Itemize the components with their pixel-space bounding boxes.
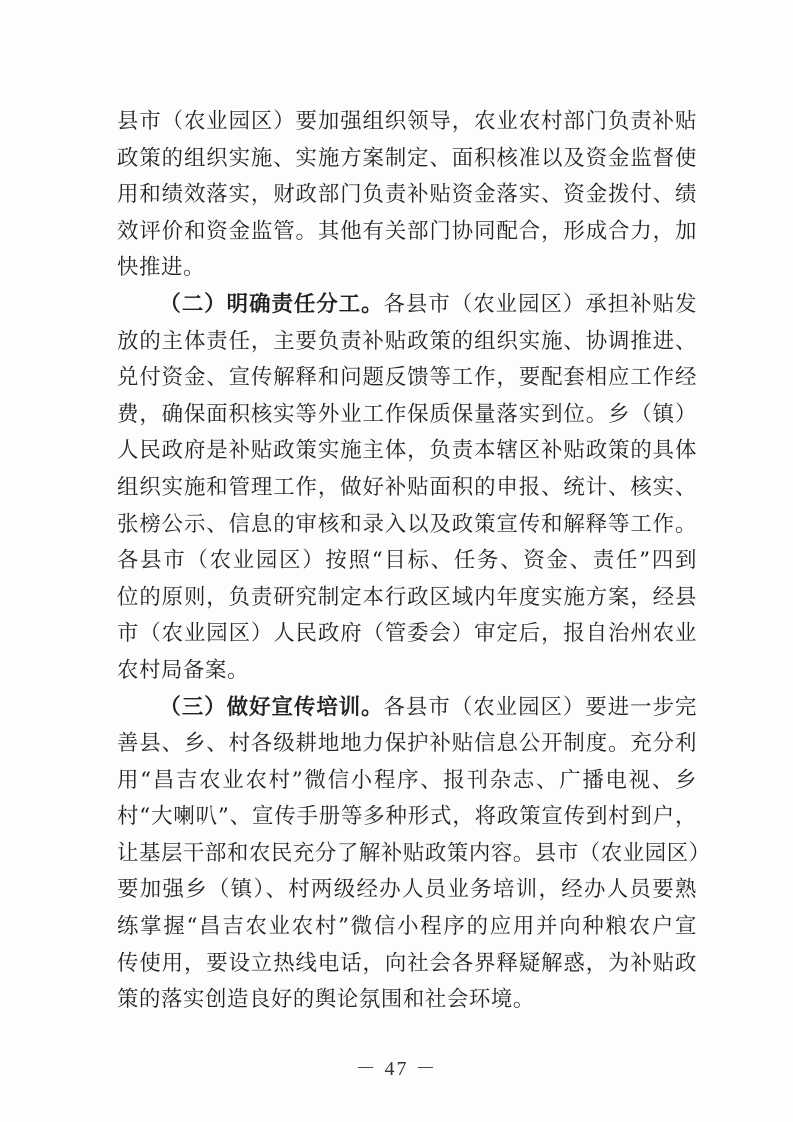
paragraph-2-first-line-rest: 各县市（农业园区）承担补贴发	[383, 291, 697, 317]
page-number: － 47 －	[355, 1058, 438, 1080]
paragraph-3-line-7: 练掌握“昌吉农业农村”微信小程序的应用并向种粮农户宣	[117, 914, 697, 940]
section-heading-2: （二）明确责任分工。	[159, 291, 384, 317]
paragraph-3-line-6: 要加强乡（镇）、村两级经办人员业务培训，经办人员要熟	[117, 877, 697, 903]
paragraph-2-first-line	[117, 287, 697, 324]
paragraph-2-line-9: 位的原则，负责研究制定本行政区域内年度实施方案，经县	[117, 584, 697, 610]
paragraph-2-line-7: 张榜公示、信息的审核和录入以及政策宣传和解释等工作。	[117, 511, 697, 537]
paragraph-2-line-8: 各县市（农业园区）按照“目标、任务、资金、责任”四到	[117, 548, 697, 574]
paragraph-2-line-11: 农村局备案。	[117, 657, 249, 683]
paragraph-2-line-6: 组织实施和管理工作，做好补贴面积的申报、统计、核实、	[117, 474, 697, 500]
paragraph-3-line-9: 策的落实创造良好的舆论氛围和社会环境。	[117, 987, 535, 1013]
paragraph-1-line-2: 政策的组织实施、实施方案制定、面积核准以及资金监督使	[117, 145, 697, 171]
paragraph-3-first-line-rest: 各县市（农业园区）要进一步完	[383, 694, 697, 720]
paragraph-1-line-5: 快推进。	[117, 255, 205, 281]
paragraph-3-first-line	[117, 690, 697, 727]
paragraph-1-line-4: 效评价和资金监管。其他有关部门协同配合，形成合力，加	[117, 218, 697, 244]
paragraph-2-line-4: 费，确保面积核实等外业工作保质保量落实到位。乡（镇）	[117, 401, 697, 427]
paragraph-2-line-3: 兑付资金、宣传解释和问题反馈等工作，要配套相应工作经	[117, 365, 697, 391]
paragraph-1-line-3: 用和绩效落实，财政部门负责补贴资金落实、资金拨付、绩	[117, 182, 697, 208]
paragraph-1-line-1: 县市（农业园区）要加强组织领导，农业农村部门负责补贴	[117, 109, 697, 134]
paragraph-2-line-2: 放的主体责任，主要负责补贴政策的组织实施、协调推进、	[117, 328, 697, 354]
paragraph-3-line-8: 传使用，要设立热线电话，向社会各界释疑解惑，为补贴政	[117, 950, 697, 976]
paragraph-3-line-5: 让基层干部和农民充分了解补贴政策内容。县市（农业园区）	[117, 840, 711, 866]
section-heading-3: （三）做好宣传培训。	[159, 694, 384, 720]
paragraph-3-line-4: 村“大喇叭”、宣传手册等多种形式，将政策宣传到村到户，	[117, 804, 697, 830]
paragraph-3-line-2: 善县、乡、村各级耕地地力保护补贴信息公开制度。充分利	[117, 731, 697, 757]
paragraph-2-line-5: 人民政府是补贴政策实施主体，负责本辖区补贴政策的具体	[117, 438, 697, 464]
body-text	[117, 104, 711, 1019]
paragraph-2-line-10: 市（农业园区）人民政府（管委会）审定后，报自治州农业	[117, 621, 697, 647]
paragraph-3-line-3: 用“昌吉农业农村”微信小程序、报刊杂志、广播电视、乡	[117, 767, 697, 793]
